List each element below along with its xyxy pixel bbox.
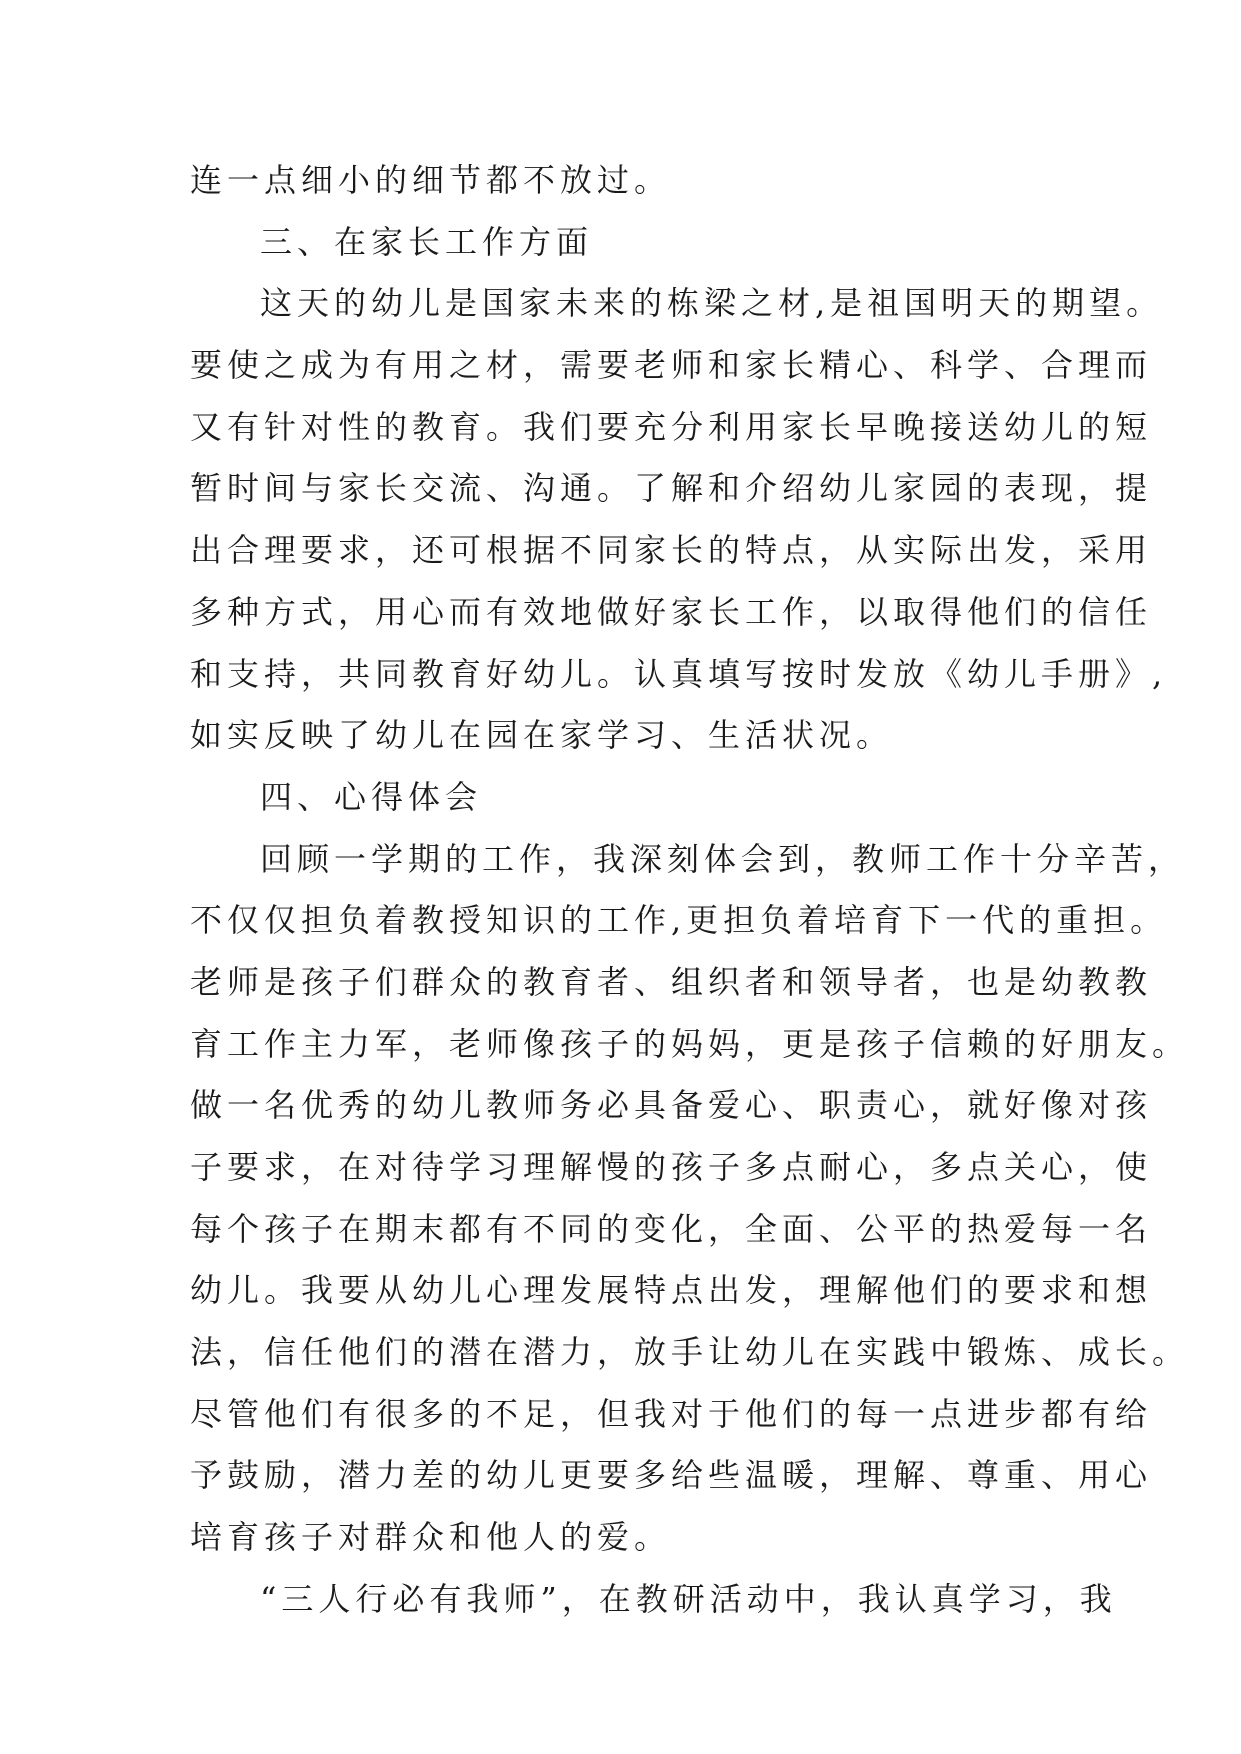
text-line: 法，信任他们的潜在潜力，放手让幼儿在实践中锻炼、成长。	[190, 1333, 1190, 1372]
text-line: 出合理要求，还可根据不同家长的特点，从实际出发，采用	[190, 531, 1153, 570]
text-line: 如实反映了幼儿在园在家学习、生活状况。	[190, 716, 894, 755]
text-line: 老师是孩子们群众的教育者、组织者和领导者，也是幼教教	[190, 962, 1153, 1001]
text-line: 每个孩子在期末都有不同的变化，全面、公平的热爱每一名	[190, 1209, 1153, 1248]
text-line: 做一名优秀的幼儿教师务必具备爱心、职责心，就好像对孩	[190, 1086, 1153, 1125]
text-line: 回顾一学期的工作，我深刻体会到，教师工作十分辛苦，	[260, 839, 1186, 878]
text-line: 暂时间与家长交流、沟通。了解和介绍幼儿家园的表现，提	[190, 469, 1153, 508]
text-line: 尽管他们有很多的不足，但我对于他们的每一点进步都有给	[190, 1394, 1153, 1433]
section-heading-parent-work: 三、在家长工作方面	[260, 222, 594, 261]
text-line: 和支持，共同教育好幼儿。认真填写按时发放《幼儿手册》,	[190, 654, 1168, 693]
text-line: 连一点细小的细节都不放过。	[190, 161, 672, 199]
text-line: 培育孩子对群众和他人的爱。	[190, 1518, 672, 1557]
text-line: 又有针对性的教育。我们要充分利用家长早晚接送幼儿的短	[190, 407, 1153, 446]
text-line: 予鼓励，潜力差的幼儿更要多给些温暖，理解、尊重、用心	[190, 1456, 1153, 1495]
body-text	[190, 150, 1190, 1631]
text-line: 育工作主力军，老师像孩子的妈妈，更是孩子信赖的好朋友。	[190, 1024, 1190, 1063]
text-line: 子要求，在对待学习理解慢的孩子多点耐心，多点关心，使	[190, 1148, 1153, 1186]
text-line: “三人行必有我师”，在教研活动中，我认真学习，我	[260, 1579, 1117, 1618]
text-line: 要使之成为有用之材，需要老师和家长精心、科学、合理而	[190, 346, 1153, 385]
text-line: 不仅仅担负着教授知识的工作,更担负着培育下一代的重担。	[190, 901, 1168, 940]
section-heading-reflections: 四、心得体会	[260, 777, 483, 816]
text-line: 幼儿。我要从幼儿心理发展特点出发，理解他们的要求和想	[190, 1271, 1153, 1310]
text-line: 这天的幼儿是国家未来的栋梁之材,是祖国明天的期望。	[260, 284, 1164, 323]
text-line: 多种方式，用心而有效地做好家长工作，以取得他们的信任	[190, 592, 1153, 631]
